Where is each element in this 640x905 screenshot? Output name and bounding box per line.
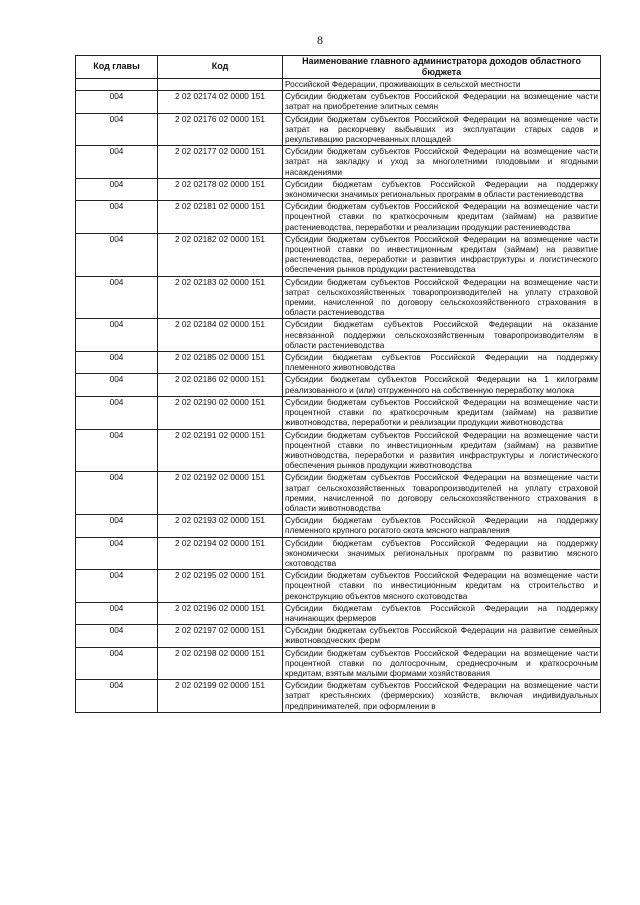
name-cell: Субсидии бюджетам субъектов Российской Федерации на поддержку экономически значимых региональных программ по развитию мясного скотоводства xyxy=(283,537,601,570)
name-cell: Субсидии бюджетам субъектов Российской Федерации на возмещение части процентной ставки по краткосрочным кредитам (займам) на развитие животноводства, переработки и реализации продукции животноводства xyxy=(283,396,601,429)
table-row xyxy=(76,319,601,352)
table-row xyxy=(76,201,601,234)
code-cell: 2 02 02182 02 0000 151 xyxy=(158,233,283,276)
code-cell: 2 02 02197 02 0000 151 xyxy=(158,625,283,647)
code-cell: 2 02 02183 02 0000 151 xyxy=(158,276,283,319)
name-cell: Субсидии бюджетам субъектов Российской Федерации на поддержку экономически значимых региональных программ в области растениеводства xyxy=(283,178,601,200)
table-row xyxy=(76,374,601,396)
revenue-codes-table xyxy=(75,55,601,713)
code-cell: 2 02 02194 02 0000 151 xyxy=(158,537,283,570)
code-cell: 2 02 02186 02 0000 151 xyxy=(158,374,283,396)
header-name: Наименование главного администратора доходов областного бюджета xyxy=(283,56,601,79)
table-row xyxy=(76,602,601,624)
table-row xyxy=(76,472,601,515)
code-cell: 2 02 02174 02 0000 151 xyxy=(158,91,283,113)
continued-chapter-cell xyxy=(76,79,158,91)
name-cell: Субсидии бюджетам субъектов Российской Федерации на развитие семейных животноводческих ферм xyxy=(283,625,601,647)
code-cell: 2 02 02196 02 0000 151 xyxy=(158,602,283,624)
code-cell: 2 02 02192 02 0000 151 xyxy=(158,472,283,515)
name-cell: Субсидии бюджетам субъектов Российской Федерации на 1 килограмм реализованного и (или) отгруженного на собственную переработку молока xyxy=(283,374,601,396)
table-row xyxy=(76,178,601,200)
code-cell: 2 02 02199 02 0000 151 xyxy=(158,680,283,713)
table-row xyxy=(76,570,601,603)
name-cell: Субсидии бюджетам субъектов Российской Федерации на поддержку племенного крупного рогатого скота мясного направления xyxy=(283,515,601,537)
chapter-code-cell: 004 xyxy=(76,625,158,647)
code-cell: 2 02 02198 02 0000 151 xyxy=(158,647,283,680)
table-row xyxy=(76,680,601,713)
table-row xyxy=(76,537,601,570)
chapter-code-cell: 004 xyxy=(76,472,158,515)
name-cell: Субсидии бюджетам субъектов Российской Федерации на возмещение части затрат сельскохозяйственных товаропроизводителей на уплату страховой премии, начисленной по договору сельскохозяйственного страхования в области животноводства xyxy=(283,472,601,515)
chapter-code-cell: 004 xyxy=(76,602,158,624)
name-cell: Субсидии бюджетам субъектов Российской Федерации на возмещение части затрат сельскохозяйственных товаропроизводителей на уплату страховой премии, начисленной по договору сельскохозяйственного страхования в области растениеводства xyxy=(283,276,601,319)
page-number: 8 xyxy=(317,33,323,47)
code-cell: 2 02 02177 02 0000 151 xyxy=(158,146,283,179)
chapter-code-cell: 004 xyxy=(76,146,158,179)
code-cell: 2 02 02176 02 0000 151 xyxy=(158,113,283,146)
code-cell: 2 02 02193 02 0000 151 xyxy=(158,515,283,537)
chapter-code-cell: 004 xyxy=(76,178,158,200)
table-row xyxy=(76,276,601,319)
chapter-code-cell: 004 xyxy=(76,233,158,276)
chapter-code-cell: 004 xyxy=(76,570,158,603)
name-cell: Субсидии бюджетам субъектов Российской Федерации на возмещение части затрат на закладку и уход за многолетними плодовыми и ягодными насаждениями xyxy=(283,146,601,179)
table-row xyxy=(76,352,601,374)
chapter-code-cell: 004 xyxy=(76,537,158,570)
chapter-code-cell: 004 xyxy=(76,201,158,234)
chapter-code-cell: 004 xyxy=(76,647,158,680)
chapter-code-cell: 004 xyxy=(76,429,158,472)
header-chapter-code: Код главы xyxy=(76,56,158,79)
table-row xyxy=(76,146,601,179)
code-cell: 2 02 02185 02 0000 151 xyxy=(158,352,283,374)
name-cell: Субсидии бюджетам субъектов Российской Федерации на возмещение части затрат крестьянских (фермерских) хозяйств, включая индивидуальных предпринимателей, при оформлении в xyxy=(283,680,601,713)
chapter-code-cell: 004 xyxy=(76,515,158,537)
code-cell: 2 02 02190 02 0000 151 xyxy=(158,396,283,429)
code-cell: 2 02 02191 02 0000 151 xyxy=(158,429,283,472)
name-cell: Субсидии бюджетам субъектов Российской Федерации на поддержку начинающих фермеров xyxy=(283,602,601,624)
chapter-code-cell: 004 xyxy=(76,680,158,713)
name-cell: Субсидии бюджетам субъектов Российской Федерации на поддержку племенного животноводства xyxy=(283,352,601,374)
code-cell: 2 02 02195 02 0000 151 xyxy=(158,570,283,603)
chapter-code-cell: 004 xyxy=(76,396,158,429)
table-row xyxy=(76,396,601,429)
name-cell: Субсидии бюджетам субъектов Российской Федерации на возмещение части процентной ставки по инвестиционным кредитам на строительство и реконструкцию объектов мясного скотоводства xyxy=(283,570,601,603)
table-row xyxy=(76,515,601,537)
code-cell: 2 02 02184 02 0000 151 xyxy=(158,319,283,352)
code-cell: 2 02 02178 02 0000 151 xyxy=(158,178,283,200)
chapter-code-cell: 004 xyxy=(76,91,158,113)
table-row xyxy=(76,113,601,146)
table-header-row xyxy=(76,56,601,79)
header-code: Код xyxy=(158,56,283,79)
continued-name-cell: Российской Федерации, проживающих в сельской местности xyxy=(283,79,601,91)
name-cell: Субсидии бюджетам субъектов Российской Федерации на возмещение части процентной ставки по инвестиционным кредитам (займам) на развитие растениеводства, переработки и развития инфраструктуры и логистического обеспечения рынков продукции растениеводства xyxy=(283,233,601,276)
table-row xyxy=(76,91,601,113)
chapter-code-cell: 004 xyxy=(76,276,158,319)
chapter-code-cell: 004 xyxy=(76,113,158,146)
chapter-code-cell: 004 xyxy=(76,352,158,374)
name-cell: Субсидии бюджетам субъектов Российской Федерации на возмещение части процентной ставки по долгосрочным, среднесрочным и краткосрочным кредитам, взятым малыми формами хозяйствования xyxy=(283,647,601,680)
table-row xyxy=(76,429,601,472)
table-row xyxy=(76,625,601,647)
name-cell: Субсидии бюджетам субъектов Российской Федерации на оказание несвязанной поддержки сельскохозяйственным товаропроизводителям в области растениеводства xyxy=(283,319,601,352)
name-cell: Субсидии бюджетам субъектов Российской Федерации на возмещение части затрат на раскорчевку выбывших из эксплуатации старых садов и рекультивацию раскорчеванных площадей xyxy=(283,113,601,146)
name-cell: Субсидии бюджетам субъектов Российской Федерации на возмещение части затрат на приобретение элитных семян xyxy=(283,91,601,113)
chapter-code-cell: 004 xyxy=(76,374,158,396)
continued-row xyxy=(76,79,601,91)
table-row xyxy=(76,233,601,276)
continued-code-cell xyxy=(158,79,283,91)
table-row xyxy=(76,647,601,680)
name-cell: Субсидии бюджетам субъектов Российской Федерации на возмещение части процентной ставки по краткосрочным кредитам (займам) на развитие растениеводства, переработки и реализации продукции растениеводства xyxy=(283,201,601,234)
chapter-code-cell: 004 xyxy=(76,319,158,352)
code-cell: 2 02 02181 02 0000 151 xyxy=(158,201,283,234)
name-cell: Субсидии бюджетам субъектов Российской Федерации на возмещение части процентной ставки по инвестиционным кредитам (займам) на развитие животноводства, переработки и развития инфраструктуры и логистического обеспечения рынков продукции животноводства xyxy=(283,429,601,472)
